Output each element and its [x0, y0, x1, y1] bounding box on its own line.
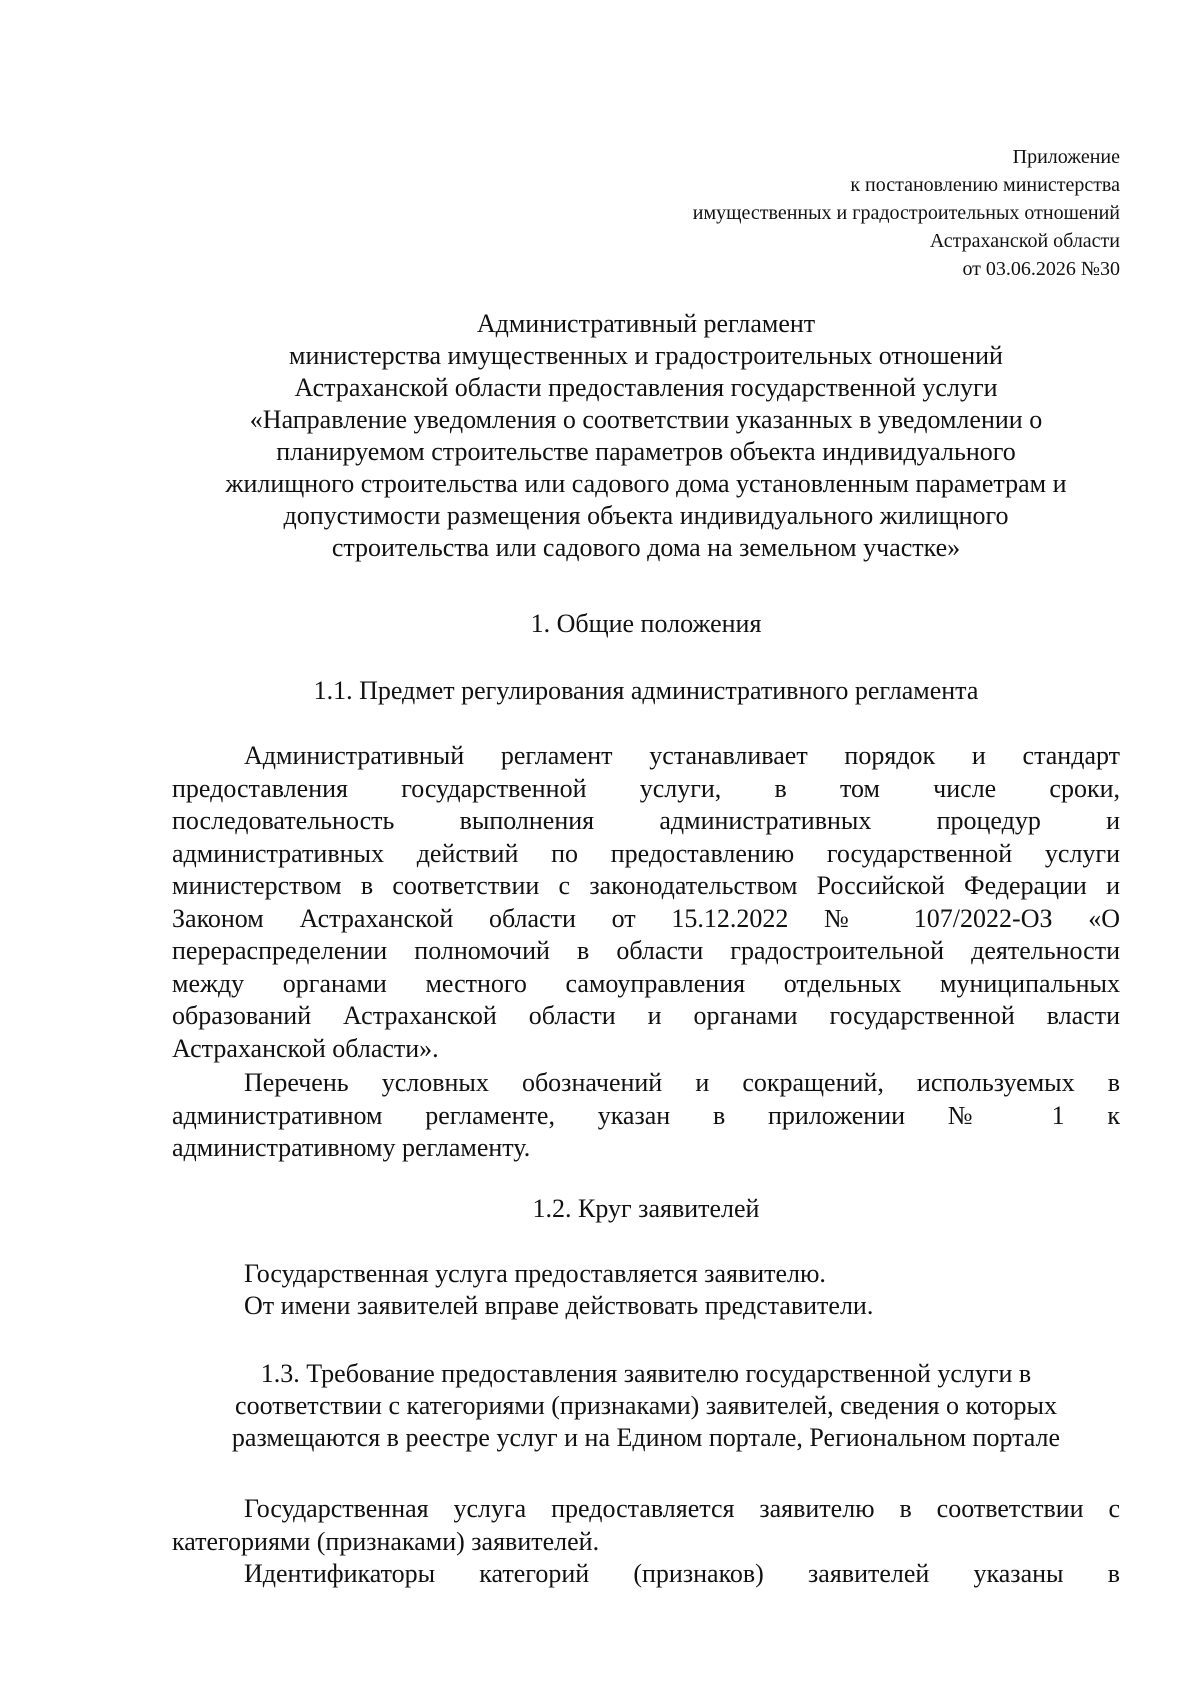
text-line: министерством в соответствии с законодательством Российской Федерации и: [172, 871, 1120, 900]
paragraph: [172, 1558, 1120, 1591]
text-line: административному регламенту.: [172, 1133, 531, 1162]
heading-line: соответствии с категориями (признаками) заявителей, сведения о которых: [235, 1391, 1057, 1420]
text-line: Административный регламент устанавливает порядок и стандарт: [244, 741, 1120, 770]
title-line: «Направление уведомления о соответствии указанных в уведомлении о: [249, 405, 1043, 434]
heading-line: 1.3. Требование предоставления заявителю государственной услуги в: [260, 1359, 1032, 1388]
subsection-heading: 1.1. Предмет регулирования административного регламента: [313, 676, 979, 705]
subsection-heading: 1.2. Круг заявителей: [532, 1194, 760, 1223]
text-line: Перечень условных обозначений и сокращений, используемых в: [244, 1068, 1120, 1097]
title-line: допустимости размещения объекта индивидуального жилищного: [283, 501, 1009, 530]
appendix-line: к постановлению министерства: [850, 174, 1120, 196]
text-line: административном регламенте, указан в приложении № 1 к: [172, 1100, 1120, 1130]
text-line: образований Астраханской области и органами государственной власти: [172, 1001, 1120, 1030]
paragraph: [172, 1290, 1120, 1323]
text-line: Государственная услуга предоставляется заявителю.: [244, 1259, 826, 1288]
text-line: между органами местного самоуправления отдельных муниципальных: [172, 968, 1120, 998]
text-line: административных действий по предоставлению государственной услуги: [172, 838, 1120, 868]
section-heading: 1. Общие положения: [530, 609, 762, 638]
text-line: категориями (признаками) заявителей.: [172, 1526, 600, 1556]
text-line: Государственная услуга предоставляется заявителю в соответствии с: [244, 1494, 1120, 1523]
heading-line: размещаются в реестре услуг и на Едином портале, Региональном портале: [231, 1423, 1061, 1452]
title-line: Астраханской области предоставления государственной услуги: [294, 373, 998, 402]
text-line: последовательность выполнения административных процедур и: [172, 806, 1120, 835]
text-line: перераспределении полномочий в области градостроительной деятельности: [172, 936, 1120, 965]
appendix-line: Приложение: [1012, 146, 1120, 168]
title-line: министерства имущественных и градостроительных отношений: [289, 341, 1003, 370]
title-line: жилищного строительства или садового дома установленным параметрам и: [225, 469, 1067, 498]
subsection-heading: [172, 1358, 1120, 1454]
text-line: предоставления государственной услуги, в том числе сроки,: [172, 773, 1120, 803]
paragraph: [172, 1258, 1120, 1291]
appendix-header: [693, 143, 1120, 283]
text-line: Идентификаторы категорий (признаков) заявителей указаны в: [244, 1559, 1120, 1588]
paragraph: [172, 740, 1120, 1065]
text-line: От имени заявителей вправе действовать представители.: [244, 1291, 874, 1320]
title-line: строительства или садового дома на земельном участке»: [331, 533, 961, 562]
title-line: планируемом строительстве параметров объекта индивидуального: [276, 437, 1016, 466]
appendix-line: имущественных и градостроительных отношений: [692, 202, 1120, 224]
paragraph: [172, 1067, 1120, 1165]
title-line: Административный регламент: [476, 309, 816, 338]
document-title: [172, 308, 1120, 564]
text-line: Законом Астраханской области от 15.12.2022 № 107/2022-ОЗ «О: [172, 903, 1120, 933]
appendix-line: Астраханской области: [929, 230, 1120, 252]
text-line: Астраханской области».: [172, 1033, 439, 1063]
paragraph: [172, 1493, 1120, 1558]
appendix-date-number: от 03.06.2026 №30: [962, 258, 1120, 280]
